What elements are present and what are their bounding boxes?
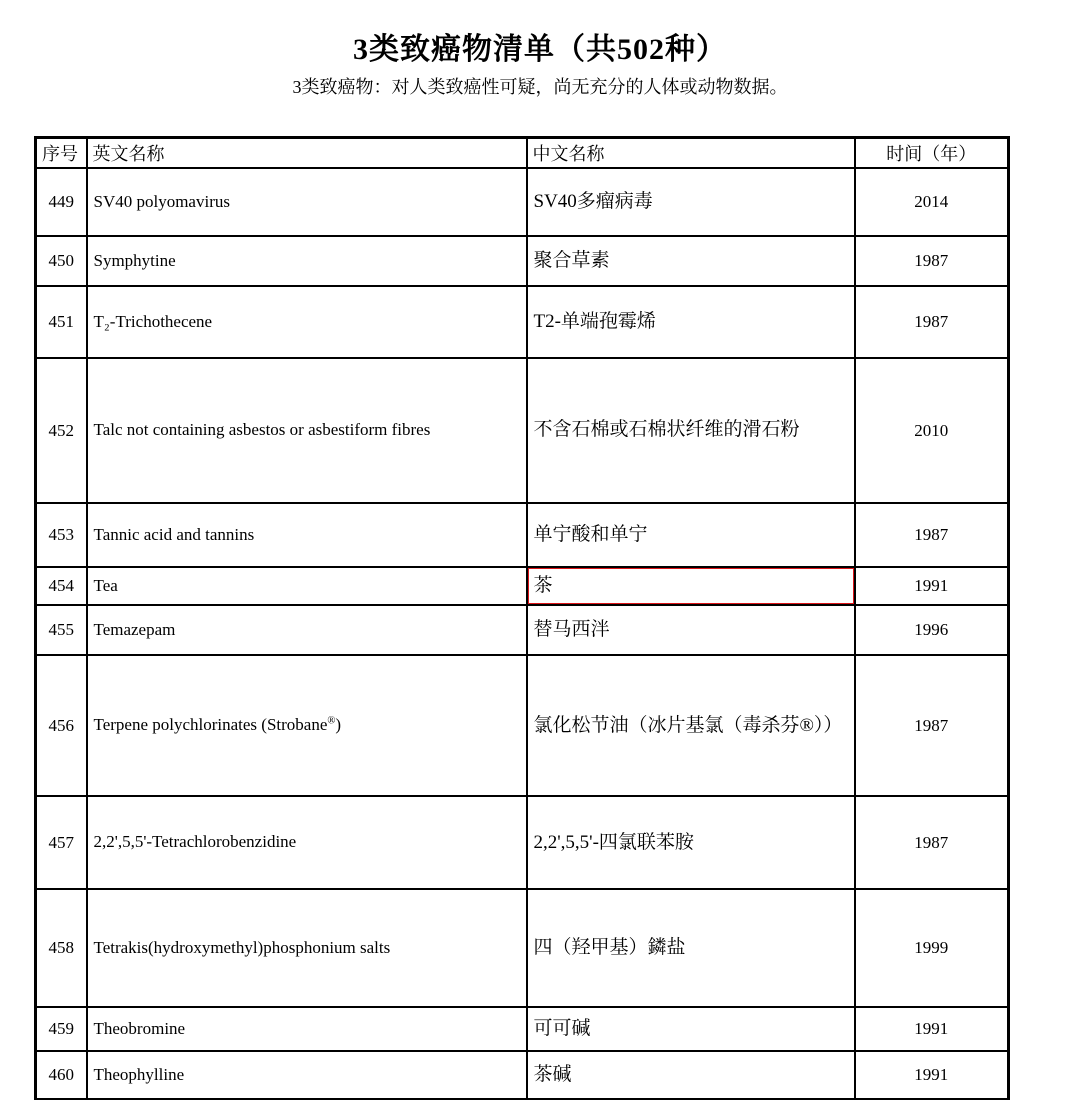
header-cell-zh: 中文名称 <box>527 138 855 169</box>
cell-en: Theobromine <box>87 1007 527 1051</box>
registered-mark: ® <box>327 715 336 727</box>
header-cell-en: 英文名称 <box>87 138 527 169</box>
cell-no: 459 <box>36 1007 87 1051</box>
cell-year: 1987 <box>855 655 1009 796</box>
cell-no: 455 <box>36 605 87 655</box>
cell-year: 1991 <box>855 1051 1009 1099</box>
cell-zh: 茶 <box>527 567 855 605</box>
cell-no: 456 <box>36 655 87 796</box>
cell-no: 452 <box>36 358 87 503</box>
carcinogen-table <box>34 136 1010 1100</box>
cell-zh: 聚合草素 <box>527 236 855 286</box>
cell-year: 1991 <box>855 567 1009 605</box>
table-body <box>36 168 1009 1099</box>
cell-year: 1987 <box>855 286 1009 358</box>
cell-year: 2014 <box>855 168 1009 236</box>
cell-en: T₂-Trichothecene <box>87 286 527 358</box>
header-cell-no: 序号 <box>36 138 87 169</box>
cell-no: 453 <box>36 503 87 567</box>
cell-year: 1987 <box>855 796 1009 889</box>
table-header-row <box>36 138 1009 169</box>
table-row <box>36 358 1009 503</box>
cell-no: 460 <box>36 1051 87 1099</box>
cell-no: 449 <box>36 168 87 236</box>
cell-zh: 单宁酸和单宁 <box>527 503 855 567</box>
table-row <box>36 503 1009 567</box>
table-row <box>36 236 1009 286</box>
cell-en: Tetrakis(hydroxymethyl)phosphonium salts <box>87 889 527 1007</box>
cell-zh: T2-单端孢霉烯 <box>527 286 855 358</box>
cell-en: SV40 polyomavirus <box>87 168 527 236</box>
cell-en: Terpene polychlorinates (Strobane®) <box>87 655 527 796</box>
cell-year: 1996 <box>855 605 1009 655</box>
cell-zh: 2,2',5,5'-四氯联苯胺 <box>527 796 855 889</box>
cell-zh: 不含石棉或石棉状纤维的滑石粉 <box>527 358 855 503</box>
header-cell-year: 时间（年） <box>855 138 1009 169</box>
table-row <box>36 1007 1009 1051</box>
cell-no: 454 <box>36 567 87 605</box>
cell-en: Tannic acid and tannins <box>87 503 527 567</box>
cell-year: 1987 <box>855 236 1009 286</box>
cell-en: Symphytine <box>87 236 527 286</box>
cell-no: 451 <box>36 286 87 358</box>
table-row <box>36 796 1009 889</box>
table-row <box>36 286 1009 358</box>
cell-year: 2010 <box>855 358 1009 503</box>
cell-zh: SV40多瘤病毒 <box>527 168 855 236</box>
page-title: 3类致癌物清单（共502种） <box>353 33 727 66</box>
cell-year: 1999 <box>855 889 1009 1007</box>
cell-year: 1991 <box>855 1007 1009 1051</box>
table-row <box>36 567 1009 605</box>
table-row <box>36 889 1009 1007</box>
cell-no: 458 <box>36 889 87 1007</box>
cell-zh: 替马西泮 <box>527 605 855 655</box>
cell-en: Tea <box>87 567 527 605</box>
cell-year: 1987 <box>855 503 1009 567</box>
cell-zh: 茶碱 <box>527 1051 855 1099</box>
page-subtitle: 3类致癌物：对人类致癌性可疑，尚无充分的人体或动物数据。 <box>292 77 788 97</box>
cell-zh: 氯化松节油（冰片基氯（毒杀芬®）） <box>527 655 855 796</box>
cell-zh: 四（羟甲基）鏻盐 <box>527 889 855 1007</box>
cell-no: 457 <box>36 796 87 889</box>
table-row <box>36 168 1009 236</box>
highlight-box <box>527 567 855 605</box>
cell-en: Temazepam <box>87 605 527 655</box>
cell-en: Theophylline <box>87 1051 527 1099</box>
cell-en: Talc not containing asbestos or asbestiform fibres <box>87 358 527 503</box>
table-row <box>36 655 1009 796</box>
table-row <box>36 1051 1009 1099</box>
cell-no: 450 <box>36 236 87 286</box>
cell-zh: 可可碱 <box>527 1007 855 1051</box>
table-row <box>36 605 1009 655</box>
cell-en: 2,2',5,5'-Tetrachlorobenzidine <box>87 796 527 889</box>
